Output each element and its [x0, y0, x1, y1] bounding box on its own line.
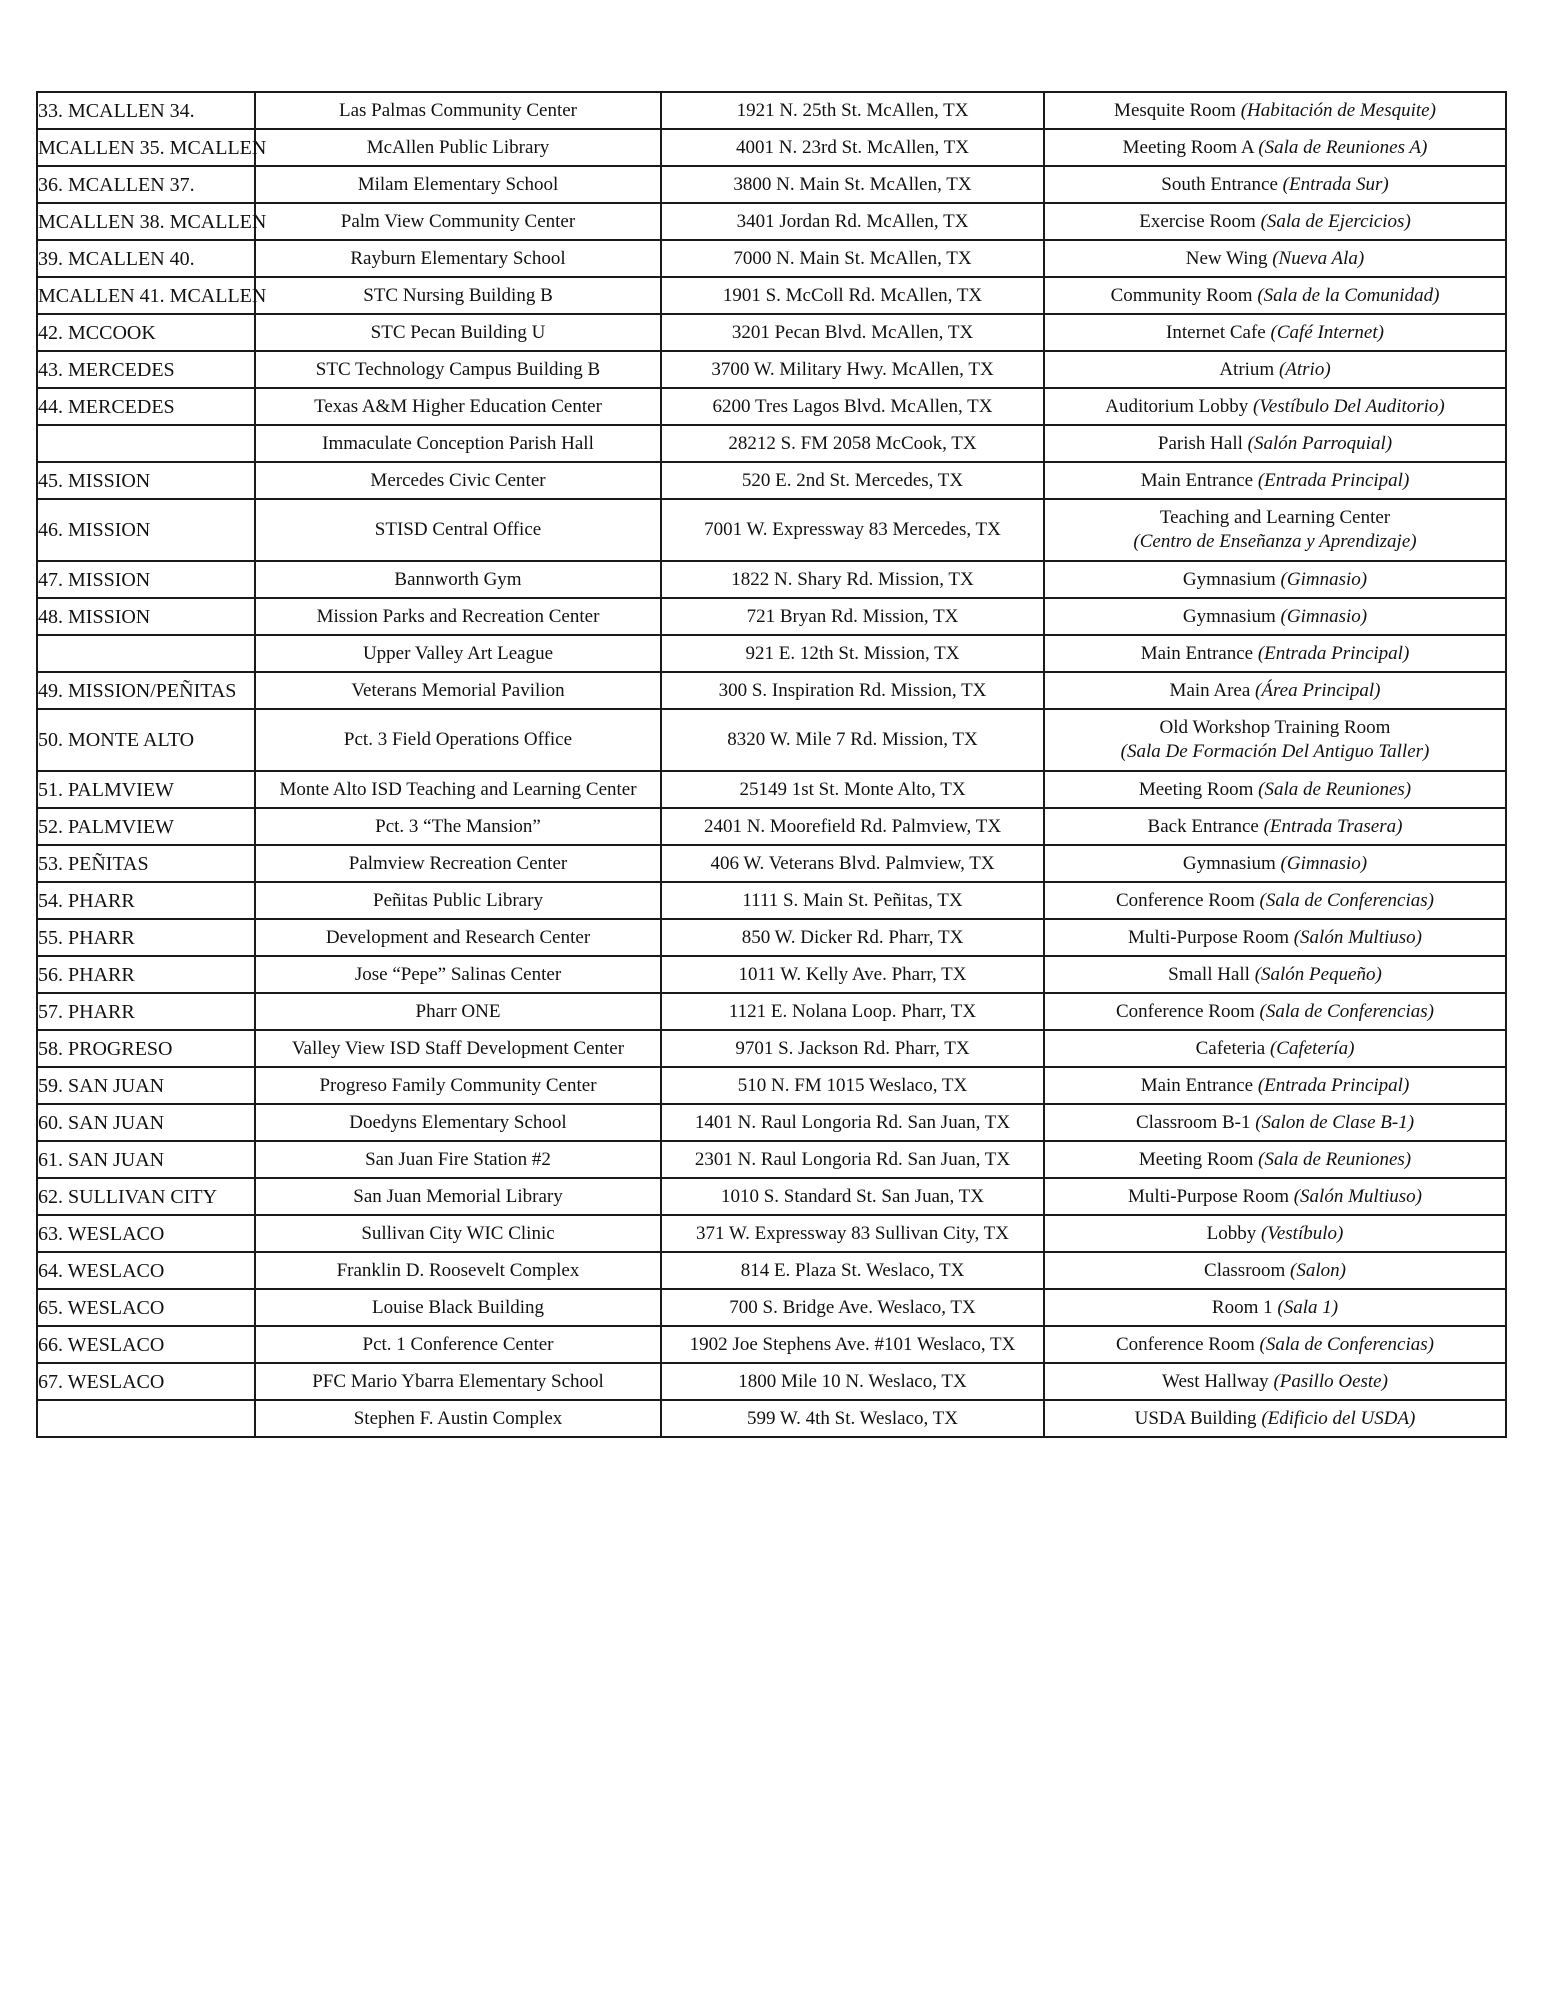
room-cell — [1044, 1141, 1506, 1178]
location-name-cell: STC Nursing Building B — [255, 277, 661, 314]
room-cell — [1044, 1363, 1506, 1400]
room-english: Gymnasium — [1182, 852, 1276, 874]
address-cell: 700 S. Bridge Ave. Weslaco, TX — [661, 1289, 1044, 1326]
room-spanish: (Sala de Ejercicios) — [1260, 210, 1411, 232]
room-english: Main Entrance — [1140, 469, 1254, 491]
room-spanish: (Entrada Principal) — [1257, 469, 1410, 491]
room-cell — [1044, 919, 1506, 956]
table-row — [37, 388, 1506, 425]
table-row — [37, 561, 1506, 598]
precinct-cell: 56. PHARR — [37, 956, 255, 993]
room-spanish: (Gimnasio) — [1280, 605, 1368, 627]
precinct-cell: 45. MISSION — [37, 462, 255, 499]
address-cell: 510 N. FM 1015 Weslaco, TX — [661, 1067, 1044, 1104]
room-english: Conference Room — [1116, 1333, 1255, 1355]
address-cell: 3201 Pecan Blvd. McAllen, TX — [661, 314, 1044, 351]
address-cell: 6200 Tres Lagos Blvd. McAllen, TX — [661, 388, 1044, 425]
table-row — [37, 351, 1506, 388]
table-row — [37, 314, 1506, 351]
room-english: Gymnasium — [1182, 568, 1276, 590]
address-cell: 2301 N. Raul Longoria Rd. San Juan, TX — [661, 1141, 1044, 1178]
location-name-cell: Pct. 3 “The Mansion” — [255, 808, 661, 845]
address-cell: 9701 S. Jackson Rd. Pharr, TX — [661, 1030, 1044, 1067]
address-cell: 3800 N. Main St. McAllen, TX — [661, 166, 1044, 203]
location-name-cell: Progreso Family Community Center — [255, 1067, 661, 1104]
address-cell: 4001 N. 23rd St. McAllen, TX — [661, 129, 1044, 166]
precinct-cell: MCALLEN 35. MCALLEN — [37, 129, 255, 166]
room-english: Classroom — [1204, 1259, 1286, 1281]
table-row — [37, 203, 1506, 240]
precinct-cell: 50. MONTE ALTO — [37, 709, 255, 771]
room-cell — [1044, 92, 1506, 129]
room-cell — [1044, 882, 1506, 919]
location-name-cell: Valley View ISD Staff Development Center — [255, 1030, 661, 1067]
location-name-cell: Stephen F. Austin Complex — [255, 1400, 661, 1437]
room-cell — [1044, 1400, 1506, 1437]
location-name-cell: Veterans Memorial Pavilion — [255, 672, 661, 709]
location-name-cell: Immaculate Conception Parish Hall — [255, 425, 661, 462]
location-name-cell: San Juan Fire Station #2 — [255, 1141, 661, 1178]
room-cell — [1044, 351, 1506, 388]
address-cell: 3401 Jordan Rd. McAllen, TX — [661, 203, 1044, 240]
room-spanish: (Entrada Principal) — [1257, 642, 1410, 664]
precinct-cell — [37, 425, 255, 462]
table-row — [37, 462, 1506, 499]
address-cell: 1401 N. Raul Longoria Rd. San Juan, TX — [661, 1104, 1044, 1141]
room-english: Classroom B-1 — [1135, 1111, 1251, 1133]
address-cell: 1111 S. Main St. Peñitas, TX — [661, 882, 1044, 919]
table-row — [37, 1400, 1506, 1437]
address-cell: 1902 Joe Stephens Ave. #101 Weslaco, TX — [661, 1326, 1044, 1363]
precinct-cell: 58. PROGRESO — [37, 1030, 255, 1067]
location-name-cell: Louise Black Building — [255, 1289, 661, 1326]
room-spanish: (Edificio del USDA) — [1261, 1407, 1416, 1429]
room-cell — [1044, 277, 1506, 314]
room-english: Old Workshop Training Room — [1159, 717, 1391, 738]
room-spanish: (Pasillo Oeste) — [1273, 1370, 1388, 1392]
room-spanish: (Café Internet) — [1270, 321, 1384, 343]
location-name-cell: Mercedes Civic Center — [255, 462, 661, 499]
room-cell — [1044, 240, 1506, 277]
room-cell — [1044, 993, 1506, 1030]
address-cell: 850 W. Dicker Rd. Pharr, TX — [661, 919, 1044, 956]
address-cell: 7000 N. Main St. McAllen, TX — [661, 240, 1044, 277]
address-cell: 1800 Mile 10 N. Weslaco, TX — [661, 1363, 1044, 1400]
address-cell: 1921 N. 25th St. McAllen, TX — [661, 92, 1044, 129]
precinct-cell: 53. PEÑITAS — [37, 845, 255, 882]
location-name-cell: Monte Alto ISD Teaching and Learning Center — [255, 771, 661, 808]
room-spanish: (Cafetería) — [1269, 1037, 1355, 1059]
room-spanish: (Salon de Clase B-1) — [1255, 1111, 1415, 1133]
precinct-cell: MCALLEN 41. MCALLEN — [37, 277, 255, 314]
room-english: Main Area — [1169, 679, 1251, 701]
room-spanish: (Salón Pequeño) — [1254, 963, 1382, 985]
room-english: Meeting Room — [1138, 778, 1254, 800]
table-row — [37, 499, 1506, 561]
room-cell — [1044, 956, 1506, 993]
room-cell — [1044, 1289, 1506, 1326]
precinct-cell: 54. PHARR — [37, 882, 255, 919]
room-spanish: (Salón Multiuso) — [1293, 926, 1422, 948]
location-name-cell: Palm View Community Center — [255, 203, 661, 240]
room-cell — [1044, 166, 1506, 203]
table-row — [37, 1326, 1506, 1363]
room-english: Teaching and Learning Center — [1159, 507, 1391, 528]
address-cell: 1011 W. Kelly Ave. Pharr, TX — [661, 956, 1044, 993]
location-name-cell: Palmview Recreation Center — [255, 845, 661, 882]
room-english: USDA Building — [1134, 1407, 1257, 1429]
room-english: Cafeteria — [1195, 1037, 1266, 1059]
room-cell — [1044, 771, 1506, 808]
room-english: Room 1 — [1211, 1296, 1273, 1318]
room-english: Meeting Room — [1138, 1148, 1254, 1170]
location-name-cell: STC Pecan Building U — [255, 314, 661, 351]
room-spanish: (Entrada Principal) — [1257, 1074, 1410, 1096]
precinct-cell: 60. SAN JUAN — [37, 1104, 255, 1141]
room-spanish: (Atrio) — [1278, 358, 1331, 380]
room-english: Community Room — [1110, 284, 1253, 306]
location-name-cell: McAllen Public Library — [255, 129, 661, 166]
location-name-cell: Pct. 3 Field Operations Office — [255, 709, 661, 771]
table-row — [37, 129, 1506, 166]
precinct-cell: 42. MCCOOK — [37, 314, 255, 351]
precinct-cell: 47. MISSION — [37, 561, 255, 598]
table-row — [37, 92, 1506, 129]
address-cell: 371 W. Expressway 83 Sullivan City, TX — [661, 1215, 1044, 1252]
room-spanish: (Sala de Conferencias) — [1259, 1000, 1434, 1022]
location-name-cell: STC Technology Campus Building B — [255, 351, 661, 388]
room-english: Atrium — [1219, 358, 1275, 380]
polling-locations-table — [36, 91, 1507, 1438]
room-spanish: (Sala De Formación Del Antiguo Taller) — [1120, 741, 1430, 762]
precinct-cell: 48. MISSION — [37, 598, 255, 635]
table-row — [37, 1067, 1506, 1104]
room-spanish: (Nueva Ala) — [1272, 247, 1365, 269]
room-cell — [1044, 845, 1506, 882]
room-cell — [1044, 425, 1506, 462]
precinct-cell: 33. MCALLEN 34. — [37, 92, 255, 129]
location-name-cell: Jose “Pepe” Salinas Center — [255, 956, 661, 993]
room-cell — [1044, 129, 1506, 166]
location-name-cell: Pharr ONE — [255, 993, 661, 1030]
room-spanish: (Entrada Sur) — [1282, 173, 1389, 195]
address-cell: 599 W. 4th St. Weslaco, TX — [661, 1400, 1044, 1437]
address-cell: 28212 S. FM 2058 McCook, TX — [661, 425, 1044, 462]
room-spanish: (Salon) — [1290, 1259, 1346, 1281]
room-spanish: (Sala de Reuniones A) — [1258, 136, 1428, 158]
table-row — [37, 1141, 1506, 1178]
precinct-cell: 62. SULLIVAN CITY — [37, 1178, 255, 1215]
precinct-cell: 43. MERCEDES — [37, 351, 255, 388]
precinct-cell: 46. MISSION — [37, 499, 255, 561]
room-cell — [1044, 635, 1506, 672]
precinct-cell: 49. MISSION/PEÑITAS — [37, 672, 255, 709]
precinct-cell: 52. PALMVIEW — [37, 808, 255, 845]
room-english: Main Entrance — [1140, 642, 1254, 664]
location-name-cell: STISD Central Office — [255, 499, 661, 561]
location-name-cell: Sullivan City WIC Clinic — [255, 1215, 661, 1252]
precinct-cell: 61. SAN JUAN — [37, 1141, 255, 1178]
address-cell: 814 E. Plaza St. Weslaco, TX — [661, 1252, 1044, 1289]
location-name-cell: Bannworth Gym — [255, 561, 661, 598]
location-name-cell: San Juan Memorial Library — [255, 1178, 661, 1215]
location-name-cell: Upper Valley Art League — [255, 635, 661, 672]
location-name-cell: PFC Mario Ybarra Elementary School — [255, 1363, 661, 1400]
room-english: Small Hall — [1168, 963, 1250, 985]
location-name-cell: Pct. 1 Conference Center — [255, 1326, 661, 1363]
table-row — [37, 1030, 1506, 1067]
room-english: South Entrance — [1161, 173, 1278, 195]
room-english: Gymnasium — [1182, 605, 1276, 627]
room-cell — [1044, 598, 1506, 635]
address-cell: 2401 N. Moorefield Rd. Palmview, TX — [661, 808, 1044, 845]
room-english: Auditorium Lobby — [1105, 395, 1249, 417]
room-english: Exercise Room — [1139, 210, 1256, 232]
room-cell — [1044, 561, 1506, 598]
room-spanish: (Gimnasio) — [1280, 852, 1368, 874]
room-cell — [1044, 1067, 1506, 1104]
precinct-cell: MCALLEN 38. MCALLEN — [37, 203, 255, 240]
room-english: Conference Room — [1116, 889, 1255, 911]
address-cell: 1901 S. McColl Rd. McAllen, TX — [661, 277, 1044, 314]
address-cell: 8320 W. Mile 7 Rd. Mission, TX — [661, 709, 1044, 771]
room-english: Conference Room — [1116, 1000, 1255, 1022]
room-cell — [1044, 388, 1506, 425]
precinct-cell: 36. MCALLEN 37. — [37, 166, 255, 203]
table-row — [37, 598, 1506, 635]
address-cell: 1822 N. Shary Rd. Mission, TX — [661, 561, 1044, 598]
room-english: Internet Cafe — [1166, 321, 1266, 343]
room-cell — [1044, 672, 1506, 709]
address-cell: 1010 S. Standard St. San Juan, TX — [661, 1178, 1044, 1215]
table-row — [37, 672, 1506, 709]
precinct-cell: 51. PALMVIEW — [37, 771, 255, 808]
table-row — [37, 277, 1506, 314]
location-name-cell: Las Palmas Community Center — [255, 92, 661, 129]
precinct-cell: 39. MCALLEN 40. — [37, 240, 255, 277]
table-row — [37, 956, 1506, 993]
room-spanish: (Área Principal) — [1255, 679, 1381, 701]
table-row — [37, 709, 1506, 771]
room-english: Lobby — [1206, 1222, 1257, 1244]
room-english: Multi-Purpose Room — [1128, 926, 1289, 948]
location-name-cell: Mission Parks and Recreation Center — [255, 598, 661, 635]
room-spanish: (Salón Multiuso) — [1293, 1185, 1422, 1207]
room-spanish: (Entrada Trasera) — [1263, 815, 1403, 837]
location-name-cell: Rayburn Elementary School — [255, 240, 661, 277]
precinct-cell — [37, 1400, 255, 1437]
room-spanish: (Vestíbulo) — [1261, 1222, 1344, 1244]
precinct-cell: 55. PHARR — [37, 919, 255, 956]
table-body — [37, 92, 1506, 1437]
table-row — [37, 635, 1506, 672]
address-cell: 25149 1st St. Monte Alto, TX — [661, 771, 1044, 808]
address-cell: 1121 E. Nolana Loop. Pharr, TX — [661, 993, 1044, 1030]
room-english: Multi-Purpose Room — [1128, 1185, 1289, 1207]
table-row — [37, 771, 1506, 808]
address-cell: 3700 W. Military Hwy. McAllen, TX — [661, 351, 1044, 388]
room-cell — [1044, 1178, 1506, 1215]
room-spanish: (Salón Parroquial) — [1247, 432, 1393, 454]
location-name-cell: Peñitas Public Library — [255, 882, 661, 919]
table-row — [37, 425, 1506, 462]
room-cell — [1044, 203, 1506, 240]
table-row — [37, 1215, 1506, 1252]
table-row — [37, 845, 1506, 882]
room-cell — [1044, 1215, 1506, 1252]
room-spanish: (Gimnasio) — [1280, 568, 1368, 590]
address-cell: 7001 W. Expressway 83 Mercedes, TX — [661, 499, 1044, 561]
address-cell: 300 S. Inspiration Rd. Mission, TX — [661, 672, 1044, 709]
precinct-cell: 59. SAN JUAN — [37, 1067, 255, 1104]
room-spanish: (Sala de la Comunidad) — [1257, 284, 1440, 306]
address-cell: 520 E. 2nd St. Mercedes, TX — [661, 462, 1044, 499]
room-english: Back Entrance — [1147, 815, 1259, 837]
room-english: New Wing — [1185, 247, 1268, 269]
location-name-cell: Doedyns Elementary School — [255, 1104, 661, 1141]
room-cell — [1044, 709, 1506, 771]
room-spanish: (Sala de Conferencias) — [1259, 1333, 1434, 1355]
room-cell — [1044, 1326, 1506, 1363]
room-cell — [1044, 1104, 1506, 1141]
room-english: Meeting Room A — [1122, 136, 1254, 158]
location-name-cell: Franklin D. Roosevelt Complex — [255, 1252, 661, 1289]
room-cell — [1044, 314, 1506, 351]
precinct-cell: 44. MERCEDES — [37, 388, 255, 425]
room-spanish: (Sala de Reuniones) — [1258, 1148, 1412, 1170]
location-name-cell: Development and Research Center — [255, 919, 661, 956]
room-spanish: (Sala de Reuniones) — [1258, 778, 1412, 800]
room-spanish: (Sala de Conferencias) — [1259, 889, 1434, 911]
room-cell — [1044, 499, 1506, 561]
precinct-cell: 65. WESLACO — [37, 1289, 255, 1326]
room-spanish: (Habitación de Mesquite) — [1240, 99, 1436, 121]
table-row — [37, 1178, 1506, 1215]
address-cell: 406 W. Veterans Blvd. Palmview, TX — [661, 845, 1044, 882]
table-row — [37, 240, 1506, 277]
room-english: Mesquite Room — [1114, 99, 1236, 121]
location-name-cell: Milam Elementary School — [255, 166, 661, 203]
table-row — [37, 808, 1506, 845]
room-english: West Hallway — [1162, 1370, 1269, 1392]
room-spanish: (Sala 1) — [1277, 1296, 1339, 1318]
table-row — [37, 919, 1506, 956]
room-cell — [1044, 808, 1506, 845]
precinct-cell — [37, 635, 255, 672]
table-row — [37, 993, 1506, 1030]
room-spanish: (Vestíbulo Del Auditorio) — [1253, 395, 1445, 417]
precinct-cell: 57. PHARR — [37, 993, 255, 1030]
table-row — [37, 1363, 1506, 1400]
table-row — [37, 882, 1506, 919]
address-cell: 921 E. 12th St. Mission, TX — [661, 635, 1044, 672]
address-cell: 721 Bryan Rd. Mission, TX — [661, 598, 1044, 635]
precinct-cell: 67. WESLACO — [37, 1363, 255, 1400]
table-row — [37, 1289, 1506, 1326]
precinct-cell: 66. WESLACO — [37, 1326, 255, 1363]
table-row — [37, 166, 1506, 203]
room-english: Parish Hall — [1157, 432, 1243, 454]
precinct-cell: 63. WESLACO — [37, 1215, 255, 1252]
room-cell — [1044, 1030, 1506, 1067]
room-spanish: (Centro de Enseñanza y Aprendizaje) — [1133, 531, 1417, 552]
location-name-cell: Texas A&M Higher Education Center — [255, 388, 661, 425]
room-cell — [1044, 462, 1506, 499]
precinct-cell: 64. WESLACO — [37, 1252, 255, 1289]
table-row — [37, 1252, 1506, 1289]
room-cell — [1044, 1252, 1506, 1289]
room-english: Main Entrance — [1140, 1074, 1254, 1096]
table-row — [37, 1104, 1506, 1141]
